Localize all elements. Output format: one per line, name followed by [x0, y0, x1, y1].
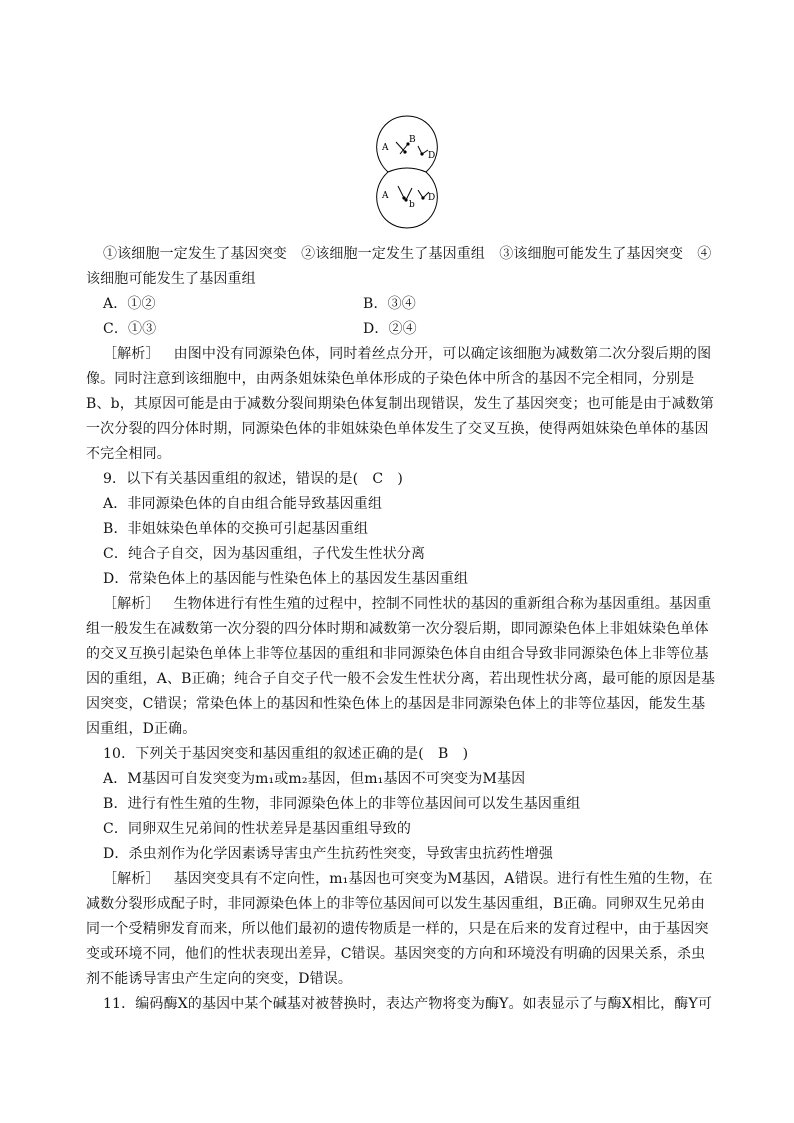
q9-option-a: A．非同源染色体的自由组合能导致基因重组 [103, 496, 383, 512]
q8-option-c: C．①③ [103, 321, 157, 337]
q9-option-b: B．非姐妹染色单体的交换可引起基因重组 [103, 521, 369, 537]
q8-option-d: D．②④ [363, 321, 417, 337]
cell-division-figure [368, 112, 446, 232]
gene-label-D-top: D [428, 151, 436, 161]
chromatid-top-left [396, 142, 405, 152]
q8-options-row-1 [86, 292, 718, 317]
q8-option-a: A．①② [103, 296, 156, 312]
q10-stem: 10．下列关于基因突变和基因重组的叙述正确的是( B ) [103, 746, 469, 762]
cleavage-furrow [388, 168, 426, 172]
q8-statements: ①该细胞一定发生了基因突变 ②该细胞一定发生了基因重组 ③该细胞可能发生了基因突变 ④该细胞可能发生了基因重组 [86, 246, 712, 287]
q8-options-row-2 [86, 317, 718, 342]
q9-option-c: C．纯合子自交，因为基因重组，子代发生性状分离 [103, 546, 426, 562]
q8-analysis-tag: ［解析］ [103, 346, 160, 362]
q10-option-d: D．杀虫剂作为化学因素诱导害虫产生抗药性突变，导致害虫抗药性增强 [103, 846, 554, 862]
q9-stem: 9．以下有关基因重组的叙述，错误的是( C ) [103, 471, 403, 487]
q8-analysis-text: 由图中没有同源染色体，同时着丝点分开，可以确定该细胞为减数第二次分裂后期的图像。同时注意到该细胞中，由两条姐妹染色单体形成的子染色体中所含的基因不完全相同，分别是B、b，其原因可能是由于减数分裂间期染色体复制出现错误，发生了基因突变；也可能是由于减数第一次分裂的四分体时期，同源染色体的非姐妹染色单体发生了交叉互换，使得两姐妹染色单体的基因不完全相同。 [86, 346, 714, 462]
chromatid-bottom-mid [406, 188, 412, 200]
gene-label-A-top: A [382, 143, 389, 153]
q11-stem: 11．编码酶X的基因中某个碱基对被替换时，表达产物将变为酶Y。如表显示了与酶X相比，酶Y可 [103, 996, 712, 1012]
q10-option-b: B．进行有性生殖的生物，非同源染色体上的非等位基因间可以发生基因重组 [103, 796, 581, 812]
q9-analysis-tag: ［解析］ [103, 596, 160, 612]
q10-option-a: A．M基因可自发突变为m₁或m₂基因，但m₁基因不可突变为M基因 [103, 771, 526, 787]
cell-outline [377, 116, 438, 228]
q8-option-b: B．③④ [363, 296, 416, 312]
q9-option-d: D．常染色体上的基因能与性染色体上的基因发生基因重组 [103, 571, 469, 587]
gene-label-A-bottom: A [382, 191, 389, 201]
q8-analysis [86, 342, 718, 467]
q9-analysis-text: 生物体进行有性生殖的过程中，控制不同性状的基因的重新组合称为基因重组。基因重组一般发生在减数第一次分裂的四分体时期和减数第一次分裂后期，即同源染色体上非姐妹染色单体的交叉互换引起染色单体上非等位基因的重组和非同源染色体自由组合导致非同源染色体上非等位基因的重组，A、B正确；纯合子自交子代一般不会发生性状分离，若出现性状分离，最可能的原因是基因突变，C错误；常染色体上的基因和性染色体上的基因是非同源染色体上的非等位基因，能发生基因重组，D正确。 [86, 596, 716, 737]
q10-analysis [86, 867, 718, 992]
q10-analysis-text: 基因突变具有不定向性，m₁基因也可突变为M基因，A错误。进行有性生殖的生物，在减数分裂形成配子时，非同源染色体上的非等位基因间可以发生基因重组，B正确。同卵双生兄弟由同一个受精卵发育而来，所以他们最初的遗传物质是一样的，只是在后来的发育过程中，由于基因突变或环境不同，他们的性状表现出差异，C错误。基因突变的方向和环境没有明确的因果关系，杀虫剂不能诱导害虫产生定向的突变，D错误。 [86, 871, 713, 987]
q10-option-c: C．同卵双生兄弟间的性状差异是基因重组导致的 [103, 821, 412, 837]
gene-label-B-top: B [409, 135, 416, 145]
question-content [86, 242, 718, 1017]
q10-analysis-tag: ［解析］ [103, 871, 160, 887]
chromatid-bottom-left [398, 186, 404, 198]
q9-analysis [86, 592, 718, 742]
gene-label-b-bottom: b [409, 200, 415, 210]
gene-label-D-bottom: D [428, 193, 436, 203]
